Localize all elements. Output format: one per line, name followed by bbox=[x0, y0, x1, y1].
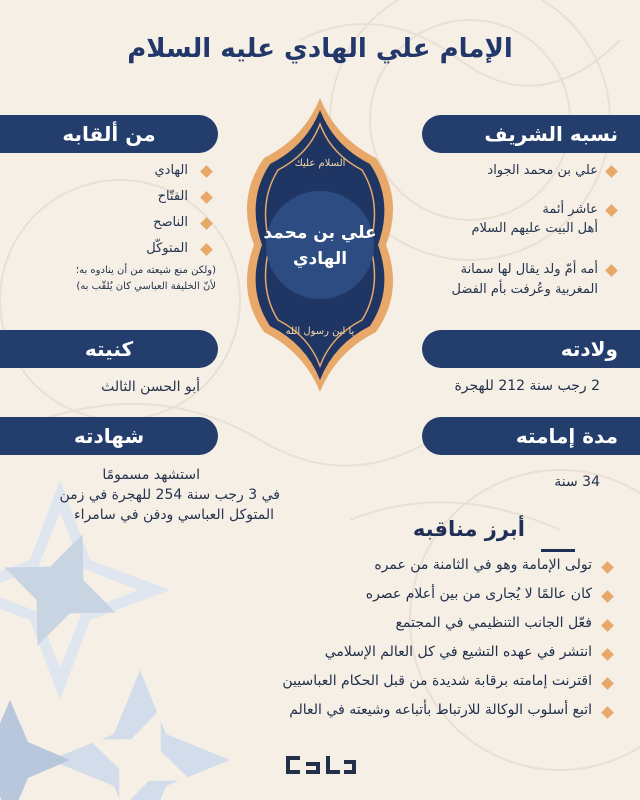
merit-item-4: انتشر في عهده التشيع في كل العالم الإسلامي bbox=[324, 644, 592, 660]
title-note-2: لأنّ الخليفة العباسي كان يُلقّب به) bbox=[76, 281, 216, 292]
merits-heading-underline bbox=[541, 549, 575, 552]
martyrdom-line-1: استشهد مسمومًا bbox=[102, 467, 200, 483]
title-item-4: المتوكّل bbox=[146, 241, 188, 256]
lineage-line-5: المغربية وعُرفت بأم الفضل bbox=[451, 282, 598, 297]
brand-logo-icon bbox=[284, 752, 358, 778]
star-ornament-icon bbox=[0, 480, 230, 800]
emblem-ornament bbox=[236, 98, 404, 392]
title-item-3: الناصح bbox=[153, 215, 188, 230]
birth-text: 2 رجب سنة 212 للهجرة bbox=[454, 378, 600, 394]
emblem-top-text: السلام عليك bbox=[294, 158, 346, 169]
merit-item-6: اتبع أسلوب الوكالة للارتباط بأتباعه وشيعته في العالم bbox=[289, 702, 592, 718]
section-header-lineage: نسبه الشريف bbox=[422, 115, 640, 153]
lineage-line-4: أمه أمّ ولد يقال لها سمانة bbox=[460, 262, 598, 277]
martyrdom-line-3: المتوكل العباسي ودفن في سامراء bbox=[74, 507, 274, 523]
lineage-line-2: عاشر أئمة bbox=[542, 202, 598, 217]
imamate-text: 34 سنة bbox=[554, 474, 600, 490]
section-header-kunya: كنيته bbox=[0, 330, 218, 368]
martyrdom-line-2: في 3 رجب سنة 254 للهجرة في زمن bbox=[59, 487, 280, 503]
kunya-text: أبو الحسن الثالث bbox=[101, 379, 200, 395]
title-item-1: الهادي bbox=[154, 163, 188, 178]
section-header-titles: من ألقابه bbox=[0, 115, 218, 153]
page-title: الإمام علي الهادي عليه السلام bbox=[127, 34, 513, 64]
title-note-1: (ولكن منع شيعته من أن ينادوه به؛ bbox=[75, 265, 216, 276]
merit-item-3: فعّل الجانب التنظيمي في المجتمع bbox=[395, 615, 592, 631]
title-item-2: الفتّاح bbox=[157, 189, 188, 204]
arabesque-frame-icon bbox=[247, 98, 393, 392]
lineage-line-3: أهل البيت عليهم السلام bbox=[471, 221, 598, 236]
merits-heading: أبرز مناقبه bbox=[412, 517, 525, 541]
emblem-title-text: الهادي bbox=[292, 249, 348, 269]
merit-item-1: تولى الإمامة وهو في الثامنة من عمره bbox=[374, 557, 592, 573]
emblem-bottom-text: يا ابن رسول الله bbox=[285, 326, 355, 337]
merit-item-2: كان عالمًا لا يُجارى من بين أعلام عصره bbox=[365, 586, 592, 602]
lineage-line-1: علي بن محمد الجواد bbox=[487, 163, 598, 178]
section-header-birth: ولادته bbox=[422, 330, 640, 368]
section-header-martyrdom: شهادته bbox=[0, 417, 218, 455]
section-header-imamate: مدة إمامته bbox=[422, 417, 640, 455]
merit-item-5: اقترنت إمامته برقابة شديدة من قبل الحكام العباسيين bbox=[282, 673, 592, 689]
emblem-name-text: علي بن محمد bbox=[263, 223, 377, 243]
